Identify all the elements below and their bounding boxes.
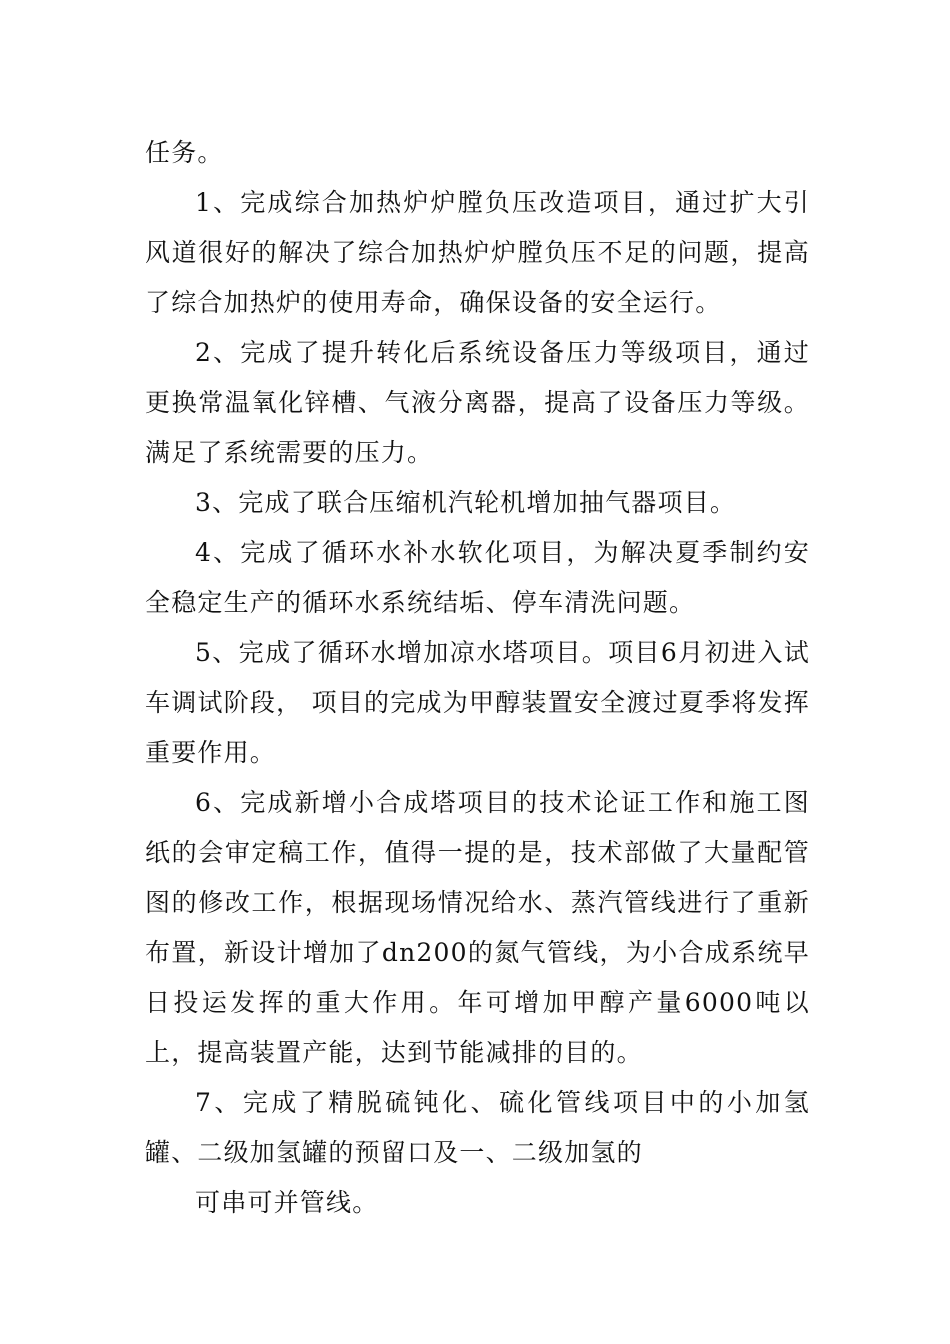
- paragraph-item-7: 7、完成了精脱硫钝化、硫化管线项目中的小加氢罐、二级加氢罐的预留口及一、二级加氢的: [145, 1088, 810, 1167]
- paragraph-item-6: 6、完成新增小合成塔项目的技术论证工作和施工图纸的会审定稿工作，值得一提的是，技术部做了大量配管图的修改工作，根据现场情况给水、蒸汽管线进行了重新布置，新设计增加了dn200的氮气管线，为小合成系统早日投运发挥的重大作用。年可增加甲醇产量6000吨以上，提高装置产能，达到节能减排的目的。: [145, 788, 810, 1067]
- paragraph-item-2: 2、完成了提升转化后系统设备压力等级项目，通过更换常温氧化锌槽、气液分离器，提高了设备压力等级。满足了系统需要的压力。: [145, 338, 810, 467]
- paragraph-item-7-tail: 可串可并管线。: [195, 1188, 379, 1217]
- paragraph-item-5: 5、完成了循环水增加凉水塔项目。项目6月初进入试车调试阶段， 项目的完成为甲醇装置安全渡过夏季将发挥重要作用。: [145, 638, 810, 767]
- paragraph-item-4: 4、完成了循环水补水软化项目，为解决夏季制约安全稳定生产的循环水系统结垢、停车清洗问题。: [145, 538, 810, 617]
- paragraph-continuation: 任务。: [145, 138, 224, 167]
- paragraph-item-3: 3、完成了联合压缩机汽轮机增加抽气器项目。: [195, 488, 737, 517]
- paragraph-item-1: 1、完成综合加热炉炉膛负压改造项目，通过扩大引风道很好的解决了综合加热炉炉膛负压不足的问题，提高了综合加热炉的使用寿命，确保设备的安全运行。: [145, 188, 810, 317]
- document-page: [145, 128, 810, 1228]
